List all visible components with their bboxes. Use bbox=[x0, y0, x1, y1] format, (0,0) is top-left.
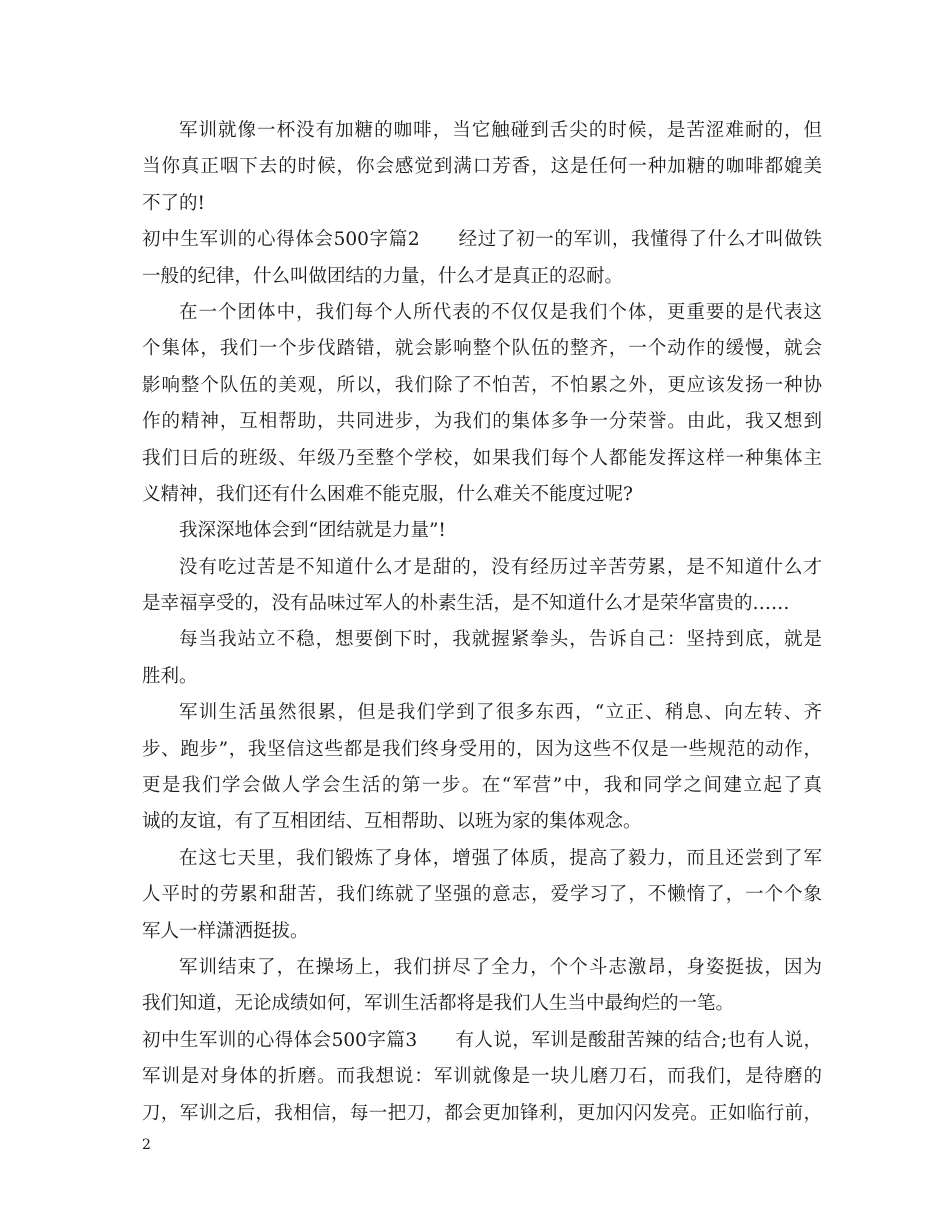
text-line: 我深深地体会到“团结就是力量”! bbox=[179, 520, 446, 542]
text-line: 作的精神，互相帮助，共同进步，为我们的集体多争一分荣誉。由此，我又想到 bbox=[142, 411, 822, 433]
text-line: 当你真正咽下去的时候，你会感觉到满口芳香，这是任何一种加糖的咖啡都媲美 bbox=[142, 156, 822, 178]
document-body bbox=[142, 113, 822, 1132]
text-line: 军训就像一杯没有加糖的咖啡，当它触碰到舌尖的时候，是苦涩难耐的，但 bbox=[179, 120, 822, 141]
text-line: 义精神，我们还有什么困难不能克服，什么难关不能度过呢? bbox=[142, 483, 633, 505]
text-line: 我们日后的班级、年级乃至整个学校，如果我们每个人都能发挥这样一种集体主 bbox=[142, 447, 822, 469]
text-line: 我们知道，无论成绩如何，军训生活都将是我们人生当中最绚烂的一笔。 bbox=[142, 993, 735, 1015]
text-line: 胜利。 bbox=[142, 665, 198, 687]
text-line: 刀，军训之后，我相信，每一把刀，都会更加锋利，更加闪闪发亮。正如临行前， bbox=[142, 1102, 822, 1124]
text-line: 每当我站立不稳，想要倒下时，我就握紧拳头，告诉自己：坚持到底，就是 bbox=[179, 629, 822, 651]
text-line: 诚的友谊，有了互相团结、互相帮助、以班为家的集体观念。 bbox=[142, 811, 642, 833]
text-line: 没有吃过苦是不知道什么才是甜的，没有经历过辛苦劳累，是不知道什么才 bbox=[179, 556, 822, 578]
text-line: 是幸福享受的，没有品味过军人的朴素生活，是不知道什么才是荣华富贵的…… bbox=[142, 593, 790, 615]
text-line: 人平时的劳累和甜苦，我们练就了坚强的意志，爱学习了，不懒惰了，一个个象 bbox=[142, 884, 822, 906]
text-line: 军训生活虽然很累，但是我们学到了很多东西，“立正、稍息、向左转、齐 bbox=[179, 702, 822, 724]
text-line: 军训结束了，在操场上，我们拼尽了全力，个个斗志激昂，身姿挺拔，因为 bbox=[179, 956, 822, 978]
text-line: 一般的纪律，什么叫做团结的力量，什么才是真正的忍耐。 bbox=[142, 265, 624, 287]
text-line: 个集体，我们一个步伐踏错，就会影响整个队伍的整齐，一个动作的缓慢，就会 bbox=[142, 338, 822, 360]
text-line: 在一个团体中，我们每个人所代表的不仅仅是我们个体，更重要的是代表这 bbox=[179, 301, 822, 323]
page-number: 2 bbox=[142, 1137, 151, 1153]
text-line: 不了的! bbox=[142, 192, 205, 214]
text-line: 初中生军训的心得体会500字篇2 经过了初一的军训，我懂得了什么才叫做铁 bbox=[142, 229, 822, 251]
text-line: 更是我们学会做人学会生活的第一步。在“军营”中，我和同学之间建立起了真 bbox=[142, 775, 822, 797]
text-line: 初中生军训的心得体会500字篇3 有人说，军训是酸甜苦辣的结合;也有人说， bbox=[142, 1029, 822, 1051]
text-line: 军人一样潇洒挺拔。 bbox=[142, 920, 309, 942]
text-line: 军训是对身体的折磨。而我想说：军训就像是一块儿磨刀石，而我们，是待磨的 bbox=[142, 1066, 822, 1088]
text-line: 影响整个队伍的美观，所以，我们除了不怕苦，不怕累之外，更应该发扬一种协 bbox=[142, 374, 822, 396]
text-line: 步、跑步”，我坚信这些都是我们终身受用的，因为这些不仅是一些规范的动作， bbox=[142, 738, 822, 760]
text-line: 在这七天里，我们锻炼了身体，增强了体质，提高了毅力，而且还尝到了军 bbox=[179, 847, 822, 869]
